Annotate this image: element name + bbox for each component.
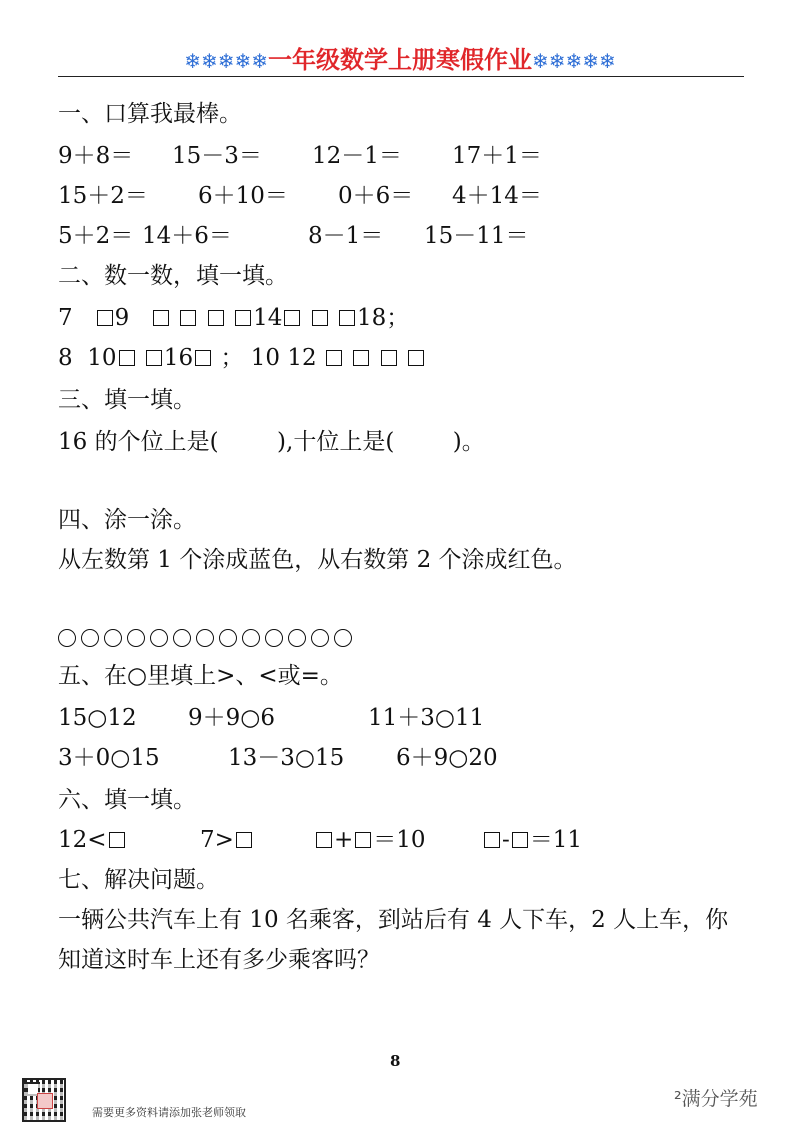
calc-row-3	[58, 222, 744, 250]
section-2-heading: 二、数一数，填一填。	[58, 263, 288, 289]
circle-shape[interactable]	[104, 629, 122, 647]
answer-box[interactable]	[146, 350, 162, 366]
calc-item: 15－11＝	[424, 223, 529, 249]
answer-box[interactable]	[339, 310, 355, 326]
word-problem-line-2: 知道这时车上还有多少乘客吗？	[58, 947, 380, 973]
calc-item: 14＋6＝	[142, 223, 232, 249]
snowflake-icons-right: ❄❄❄❄❄	[532, 49, 616, 73]
calc-row-2	[58, 182, 744, 210]
answer-box[interactable]	[381, 350, 397, 366]
sequence-number: 8	[58, 345, 73, 371]
answer-box[interactable]	[512, 832, 528, 848]
fill-item	[58, 826, 127, 854]
circle-shape[interactable]	[219, 629, 237, 647]
fill-row	[58, 826, 744, 854]
compare-item: 15○12	[58, 705, 137, 731]
calc-item: 15－3＝	[172, 143, 262, 169]
snowflake-icons-left: ❄❄❄❄❄	[184, 49, 268, 73]
calc-item: 17＋1＝	[452, 143, 542, 169]
circle-shape[interactable]	[173, 629, 191, 647]
fill-text: 7>	[200, 827, 234, 853]
answer-box[interactable]	[180, 310, 196, 326]
fill-text: -	[502, 827, 510, 853]
answer-box[interactable]	[484, 832, 500, 848]
compare-item: 9＋9○6	[188, 705, 275, 731]
answer-box[interactable]	[109, 832, 125, 848]
sequence-punct: ；	[220, 345, 244, 371]
circle-shape[interactable]	[81, 629, 99, 647]
calc-item: 6＋10＝	[198, 183, 288, 209]
answer-box[interactable]	[326, 350, 342, 366]
answer-box[interactable]	[208, 310, 224, 326]
section-4-heading: 四、涂一涂。	[58, 507, 196, 533]
fill-text: ＝11	[529, 827, 583, 853]
sequence-number: 7	[58, 305, 73, 331]
fill-item	[200, 826, 254, 854]
answer-box[interactable]	[353, 350, 369, 366]
answer-box[interactable]	[235, 310, 251, 326]
answer-box[interactable]	[119, 350, 135, 366]
answer-box[interactable]	[236, 832, 252, 848]
calc-item: 9＋8＝	[58, 143, 134, 169]
fill-item	[314, 826, 426, 854]
circle-shape[interactable]	[150, 629, 168, 647]
calc-item: 4＋14＝	[452, 183, 542, 209]
circle-shape[interactable]	[265, 629, 283, 647]
circle-row	[58, 624, 357, 652]
calc-item: 8－1＝	[308, 223, 384, 249]
fill-text: ＝10	[373, 827, 426, 853]
word-problem-line-1: 一辆公共汽车上有 10 名乘客，到站后有 4 人下车，2 人上车，你	[58, 907, 729, 933]
sequence-punct: ；	[386, 305, 410, 331]
compare-row-2	[58, 744, 744, 772]
compare-item: 3＋0○15	[58, 745, 160, 771]
calc-item: 15＋2＝	[58, 183, 148, 209]
calc-item: 12－1＝	[312, 143, 402, 169]
sequence-number: 10 12	[250, 345, 317, 371]
answer-box[interactable]	[97, 310, 113, 326]
section-5-heading: 五、在○里填上>、<或=。	[58, 663, 343, 689]
header-divider	[58, 76, 744, 77]
circle-shape[interactable]	[196, 629, 214, 647]
answer-box[interactable]	[355, 832, 371, 848]
circle-shape[interactable]	[58, 629, 76, 647]
sequence-row-2	[58, 344, 426, 372]
footer-note: 需要更多资料请添加张老师领取	[92, 1106, 246, 1119]
sequence-row-1	[58, 304, 409, 332]
fill-item	[482, 826, 582, 854]
coloring-instruction: 从左数第 1 个涂成蓝色，从右数第 2 个涂成红色。	[58, 547, 577, 573]
fill-text: 12<	[58, 827, 107, 853]
page-header	[0, 40, 800, 75]
page-title: 一年级数学上册寒假作业	[268, 46, 532, 74]
circle-shape[interactable]	[242, 629, 260, 647]
fill-text: +	[334, 827, 354, 853]
circle-shape[interactable]	[127, 629, 145, 647]
answer-box[interactable]	[408, 350, 424, 366]
sequence-number: 18	[357, 305, 387, 331]
calc-item: 5＋2＝	[58, 223, 134, 249]
brand-watermark: ²满分学苑	[674, 1088, 758, 1110]
sequence-number: 9	[114, 305, 130, 331]
section-1-heading: 一、口算我最棒。	[58, 101, 242, 127]
answer-box[interactable]	[316, 832, 332, 848]
sequence-number: 16	[163, 345, 194, 371]
compare-item: 11＋3○11	[368, 705, 485, 731]
answer-box[interactable]	[195, 350, 211, 366]
page-number: 8	[390, 1052, 401, 1070]
calc-item: 0＋6＝	[338, 183, 414, 209]
compare-item: 6＋9○20	[396, 745, 498, 771]
compare-item: 13－3○15	[228, 745, 345, 771]
section-6-heading: 六、填一填。	[58, 787, 196, 813]
section-7-heading: 七、解决问题。	[58, 867, 219, 893]
answer-box[interactable]	[284, 310, 300, 326]
circle-shape[interactable]	[288, 629, 306, 647]
section-3-heading: 三、填一填。	[58, 387, 196, 413]
compare-row-1	[58, 704, 744, 732]
answer-box[interactable]	[153, 310, 169, 326]
circle-shape[interactable]	[334, 629, 352, 647]
calc-row-1	[58, 142, 744, 170]
sequence-number: 14	[253, 305, 283, 331]
place-value-question: 16 的个位上是( ),十位上是( )。	[58, 429, 485, 455]
answer-box[interactable]	[312, 310, 328, 326]
sequence-number: 10	[87, 345, 117, 371]
circle-shape[interactable]	[311, 629, 329, 647]
qr-code-icon	[22, 1078, 66, 1122]
